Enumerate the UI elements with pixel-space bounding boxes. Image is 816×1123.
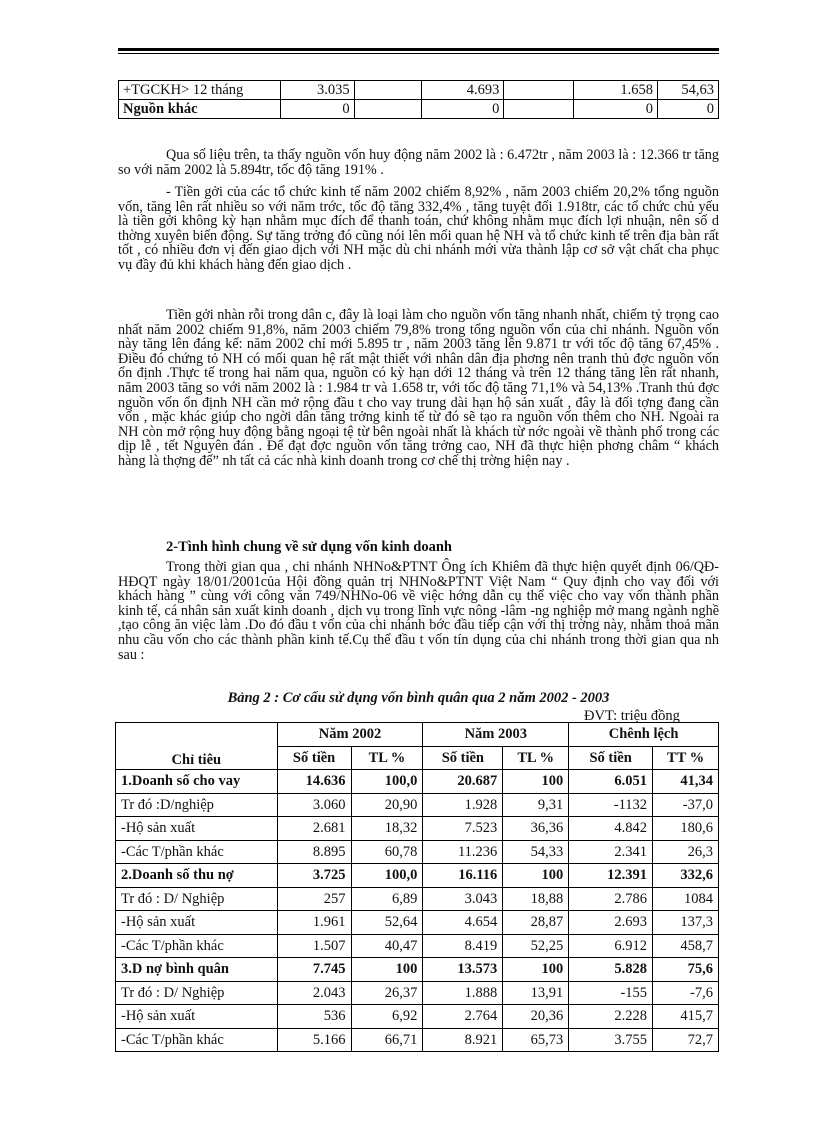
cell: 9,31	[503, 793, 569, 817]
cell: 100	[503, 864, 569, 888]
cell: 2.681	[277, 817, 351, 841]
row-label: Tr đó :D/nghiệp	[116, 793, 278, 817]
paragraph-4: Trong thời gian qua , chi nhánh NHNo&PTNT Ông ích Khiêm đã thực hiện quyết định 06/QĐ-HĐQT ngày 18/01/2001của Hội đồng quản trị NHNo&PTNT Việt Nam “ Quy định cho vay đối với khách hàng ” cùng với công văn 749/NHNo-06 về việc hớng dẫn cụ thể việc cho vay vốn thành phần kinh tế, cá nhân sản xuất kinh doanh , dịch vụ trong lĩnh vực nông -lâm -ng nghiệp mở mang ngành nghề ,tạo công ăn việc làm .Do đó đầu t vốn của chi nhánh bớc đầu tiếp cận với thị trờng này, nhằm thoả mãn nhu cầu vốn cho các thành phần kinh tế.Cụ thể đầu t vốn tín dụng của chi nhánh trong thời gian qua nh sau :	[118, 559, 719, 663]
cell: 18,32	[351, 817, 423, 841]
table-row	[116, 934, 719, 958]
cell: 16.116	[423, 864, 503, 888]
cell: 26,37	[351, 981, 423, 1005]
cell: 41,34	[653, 770, 719, 794]
cell: 3.043	[423, 887, 503, 911]
cell: 2.043	[277, 981, 351, 1005]
cell: 54,33	[503, 840, 569, 864]
cell: 20.687	[423, 770, 503, 794]
row-label: -Hộ sản xuất	[116, 911, 278, 935]
cell: 7.745	[277, 958, 351, 982]
paragraph-2: - Tiền gởi của các tổ chức kinh tế năm 2002 chiếm 8,92% , năm 2003 chiếm 20,2% tổng nguồn vốn, tăng lên rất nhiều so với năm trớc, tốc độ tăng 332,4% , tăng tuyệt đối 1.918tr, các tổ chức chủ yếu là tiền gởi không kỳ hạn nhằm mục đích để thanh toán, chứ không nhằm mục đích lợi nhuận, nên số d thờng xuyên biến động. Sự tăng trởng đó cũng nói lên mối quan hệ NH và tổ chức kinh tế trên địa bàn rất tốt , có nhiều đơn vị đến giao dịch với NH mặc dù chi nhánh mới vừa thành lập cơ sở vật chất cha phục vụ đầy đủ khi khách hàng đến giao dịch .	[118, 184, 719, 273]
cell: 100,0	[351, 864, 423, 888]
cell: 458,7	[653, 934, 719, 958]
cell: 26,3	[653, 840, 719, 864]
paragraph-1-block	[118, 148, 719, 177]
table-row	[116, 911, 719, 935]
cell	[504, 81, 574, 100]
cell: 5.166	[277, 1028, 351, 1052]
table-row	[116, 981, 719, 1005]
cell: 1.928	[423, 793, 503, 817]
cell: 66,71	[351, 1028, 423, 1052]
row-label: -Các T/phần khác	[116, 1028, 278, 1052]
paragraph-3: Tiền gởi nhàn rỗi trong dân c, đây là loại làm cho nguồn vốn tăng nhanh nhất, chiếm tỷ trọng cao nhất năm 2002 chiếm 91,8%, năm 2003 chiếm 79,8% trong tổng nguồn vốn của chi nhánh. Nguồn vốn này tăng lên đáng kể: năm 2002 chỉ mới 5.895 tr , năm 2003 tăng lên 9.871 tr với tốc độ tăng 67,45% . Điều đó chứng tỏ NH có mối quan hệ rất mật thiết với nhân dân địa phơng nên tranh thủ đợc nguồn vốn ổn định .Thực tế trong hai năm qua, nguồn có kỳ hạn dới 12 tháng và trên 12 tháng tăng lên rất nhanh, năm 2003 tăng so với năm 2002 là : 1.984 tr và 1.658 tr, với tốc độ tăng 71,1% và 54,13% .Tranh thủ đợc nguồn vốn ổn định NH cần mở rộng đầu t cho vay trung dài hạn hộ sản xuất , đây là đối tợng đang cần vốn , mặc khác giúp cho ngời dân tăng trởng kinh tế từ đó sẽ tạo ra nguồn vốn thêm cho NH. Ngoài ra NH còn mở rộng huy động bằng ngoại tệ từ bên ngoài nhất là khách từ nớc ngoài về thành phố trong các dịp lễ , tết Nguyên đán . Để đạt đợc nguồn vốn tăng trởng cao, NH đã thực hiện phơng châm “ khách hàng là thợng đế” nh tất cả các nhà kinh doanh trong cơ chế thị trờng hiện nay .	[118, 307, 719, 469]
cell: 1084	[653, 887, 719, 911]
header-year-2002: Năm 2002	[277, 723, 423, 747]
cell: 100,0	[351, 770, 423, 794]
paragraph-3-block	[118, 308, 719, 469]
header-diff: Chênh lệch	[569, 723, 719, 747]
cell: 65,73	[503, 1028, 569, 1052]
cell: 4.693	[422, 81, 504, 100]
unit-label: ĐVT: triệu đồng	[584, 708, 680, 724]
table-row	[116, 958, 719, 982]
header-year-2003: Năm 2003	[423, 723, 569, 747]
cell: 6,92	[351, 1005, 423, 1029]
cell: 3.725	[277, 864, 351, 888]
table-row	[116, 817, 719, 841]
row-label: +TGCKH> 12 tháng	[119, 81, 281, 100]
row-label: Tr đó : D/ Nghiệp	[116, 981, 278, 1005]
cell: 6,89	[351, 887, 423, 911]
header-indicator: Chỉ tiêu	[116, 723, 278, 770]
header-amount-diff: Số tiền	[569, 746, 653, 770]
cell: 36,36	[503, 817, 569, 841]
header-amount-2003: Số tiền	[423, 746, 503, 770]
table-row	[116, 887, 719, 911]
cell: 4.654	[423, 911, 503, 935]
cell: 100	[351, 958, 423, 982]
cell: 3.035	[280, 81, 354, 100]
cell: 1.961	[277, 911, 351, 935]
cell: 2.786	[569, 887, 653, 911]
row-label: Tr đó : D/ Nghiệp	[116, 887, 278, 911]
cell: 6.912	[569, 934, 653, 958]
cell	[354, 100, 422, 119]
row-label: -Các T/phần khác	[116, 934, 278, 958]
cell: 40,47	[351, 934, 423, 958]
table-caption: Bảng 2 : Cơ cấu sử dụng vốn bình quân qua 2 năm 2002 - 2003	[227, 690, 610, 706]
cell: 100	[503, 770, 569, 794]
cell: -1132	[569, 793, 653, 817]
row-label: 3.D nợ bình quân	[116, 958, 278, 982]
cell: 1.888	[423, 981, 503, 1005]
row-label: -Hộ sản xuất	[116, 1005, 278, 1029]
cell	[504, 100, 574, 119]
table-row	[119, 81, 719, 100]
table-row	[116, 864, 719, 888]
header-tl-2002: TL %	[351, 746, 423, 770]
cell: 7.523	[423, 817, 503, 841]
row-label: Nguồn khác	[119, 100, 281, 119]
table-row	[116, 770, 719, 794]
cell: 52,64	[351, 911, 423, 935]
cell: 12.391	[569, 864, 653, 888]
cell: 137,3	[653, 911, 719, 935]
top-table-body	[119, 81, 719, 119]
cell: 6.051	[569, 770, 653, 794]
paragraph-1: Qua số liệu trên, ta thấy nguồn vốn huy động năm 2002 là : 6.472tr , năm 2003 là : 12.366 tr tăng so với năm 2002 là 5.894tr, tốc độ tăng 191% .	[118, 147, 719, 178]
cell: 536	[277, 1005, 351, 1029]
table-row	[116, 1005, 719, 1029]
cell: 72,7	[653, 1028, 719, 1052]
cell: -37,0	[653, 793, 719, 817]
table-row	[116, 793, 719, 817]
header-row-1	[116, 723, 719, 747]
cell: 4.842	[569, 817, 653, 841]
cell: 52,25	[503, 934, 569, 958]
cell: 180,6	[653, 817, 719, 841]
header-tt-diff: TT %	[653, 746, 719, 770]
cell: 8.419	[423, 934, 503, 958]
cell: 20,36	[503, 1005, 569, 1029]
cell	[354, 81, 422, 100]
cell: 1.658	[574, 81, 658, 100]
cell: 0	[658, 100, 719, 119]
paragraph-2-block	[118, 185, 719, 273]
cell: 0	[574, 100, 658, 119]
cell: 13.573	[423, 958, 503, 982]
cell: 2.341	[569, 840, 653, 864]
cell: 257	[277, 887, 351, 911]
cell: 8.921	[423, 1028, 503, 1052]
cell: 3.060	[277, 793, 351, 817]
cell: 332,6	[653, 864, 719, 888]
row-label: -Hộ sản xuất	[116, 817, 278, 841]
cell: 11.236	[423, 840, 503, 864]
cell: 0	[280, 100, 354, 119]
section-heading-block	[118, 540, 719, 555]
header-rule-thick	[118, 48, 719, 51]
cell: 28,87	[503, 911, 569, 935]
usage-table-body	[116, 723, 719, 1052]
cell: -155	[569, 981, 653, 1005]
cell: 1.507	[277, 934, 351, 958]
table-row	[119, 100, 719, 119]
cell: 13,91	[503, 981, 569, 1005]
cell: 14.636	[277, 770, 351, 794]
cell: 8.895	[277, 840, 351, 864]
table-row	[116, 840, 719, 864]
cell: 415,7	[653, 1005, 719, 1029]
cell: 100	[503, 958, 569, 982]
header-tl-2003: TL %	[503, 746, 569, 770]
cell: -7,6	[653, 981, 719, 1005]
row-label: 2.Doanh số thu nợ	[116, 864, 278, 888]
cell: 3.755	[569, 1028, 653, 1052]
table-row	[116, 1028, 719, 1052]
header-amount-2002: Số tiền	[277, 746, 351, 770]
cell: 54,63	[658, 81, 719, 100]
header-rule-thin	[118, 53, 719, 54]
paragraph-4-block	[118, 560, 719, 662]
cell: 2.228	[569, 1005, 653, 1029]
cell: 18,88	[503, 887, 569, 911]
cell: 2.764	[423, 1005, 503, 1029]
row-label: 1.Doanh số cho vay	[116, 770, 278, 794]
cell: 2.693	[569, 911, 653, 935]
cell: 75,6	[653, 958, 719, 982]
cell: 0	[422, 100, 504, 119]
cell: 20,90	[351, 793, 423, 817]
top-table	[118, 80, 719, 119]
section-heading: 2-Tình hình chung về sử dụng vốn kinh doanh	[166, 539, 452, 555]
cell: 60,78	[351, 840, 423, 864]
usage-table	[115, 722, 719, 1052]
row-label: -Các T/phần khác	[116, 840, 278, 864]
cell: 5.828	[569, 958, 653, 982]
